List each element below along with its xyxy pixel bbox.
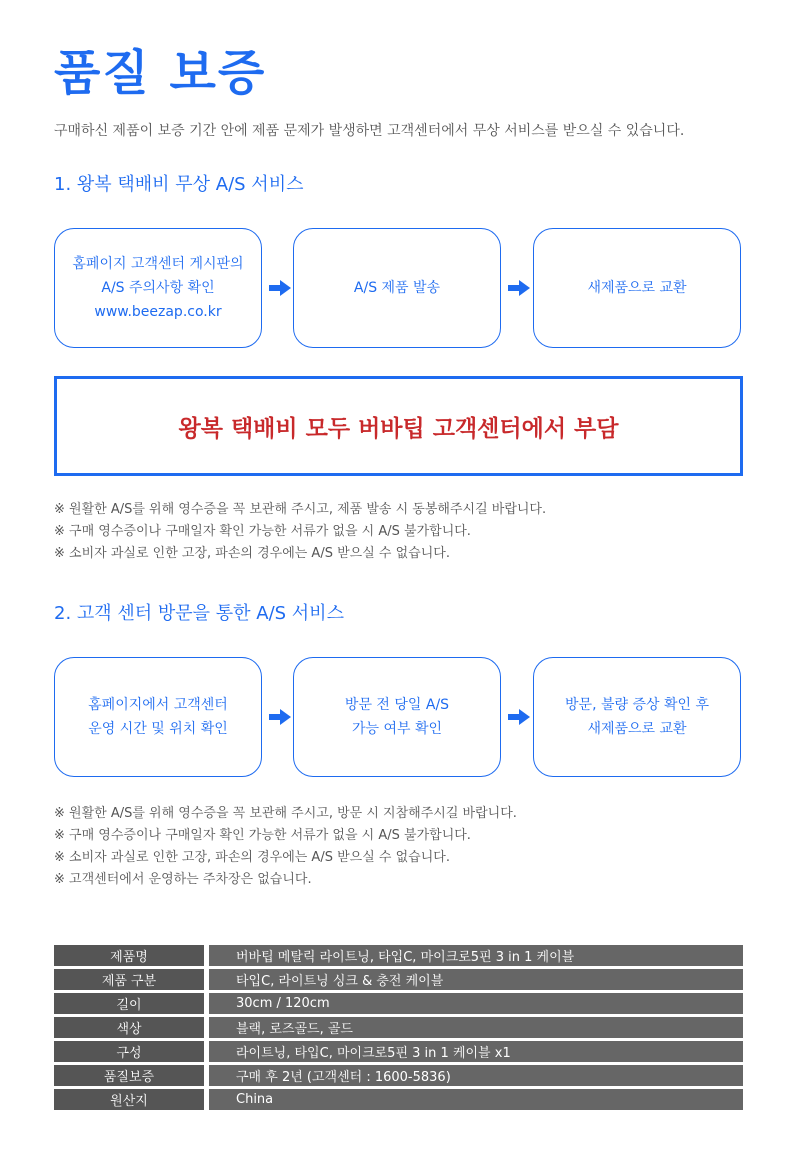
step-line: A/S 제품 발송 xyxy=(353,280,441,296)
right-arrow-icon xyxy=(269,280,291,296)
right-arrow-icon xyxy=(508,709,530,725)
table-row xyxy=(54,993,743,1014)
note-item: ※ 소비자 과실로 인한 고장, 파손의 경우에는 A/S 받으실 수 없습니다. xyxy=(54,546,450,561)
table-row xyxy=(54,945,743,966)
step-line: 새제품으로 교환 xyxy=(587,721,687,737)
section1-step-2 xyxy=(293,228,501,348)
spec-table xyxy=(54,942,743,1113)
note-item: ※ 원활한 A/S를 위해 영수증을 꼭 보관해 주시고, 제품 발송 시 동봉해주시길 바랍니다. xyxy=(54,502,547,517)
step-line: 새제품으로 교환 xyxy=(587,280,687,296)
section2-flow xyxy=(54,657,743,779)
spec-value: 라이트닝, 타입C, 마이크로5핀 3 in 1 케이블 x1 xyxy=(209,1041,743,1062)
note-item: ※ 고객센터에서 운영하는 주차장은 없습니다. xyxy=(54,872,312,887)
step-line: 가능 여부 확인 xyxy=(351,721,443,737)
step-line: 홈페이지에서 고객센터 xyxy=(88,697,228,713)
section2-step-1 xyxy=(54,657,262,777)
spec-label: 제품 구분 xyxy=(54,969,209,990)
section1-step-3 xyxy=(533,228,741,348)
note-item: ※ 원활한 A/S를 위해 영수증을 꼭 보관해 주시고, 방문 시 지참해주시길 바랍니다. xyxy=(54,806,517,821)
section2-notes xyxy=(54,803,517,891)
note-item: ※ 구매 영수증이나 구매일자 확인 가능한 서류가 없을 시 A/S 불가합니다. xyxy=(54,524,471,539)
section1-notes xyxy=(54,499,546,565)
shipping-banner: 왕복 택배비 모두 버바팁 고객센터에서 부담 xyxy=(54,376,743,476)
right-arrow-icon xyxy=(508,280,530,296)
right-arrow-icon xyxy=(269,709,291,725)
spec-label: 제품명 xyxy=(54,945,209,966)
table-row xyxy=(54,1065,743,1086)
section2-step-3 xyxy=(533,657,741,777)
spec-value: 블랙, 로즈골드, 골드 xyxy=(209,1017,743,1038)
section2-step-2 xyxy=(293,657,501,777)
spec-label: 길이 xyxy=(54,993,209,1014)
table-row xyxy=(54,1089,743,1110)
spec-value: 구매 후 2년 (고객센터 : 1600-5836) xyxy=(209,1065,743,1086)
section1-heading: 1. 왕복 택배비 무상 A/S 서비스 xyxy=(54,174,304,195)
spec-value: 타입C, 라이트닝 싱크 & 충전 케이블 xyxy=(209,969,743,990)
spec-value: 버바팁 메탈릭 라이트닝, 타입C, 마이크로5핀 3 in 1 케이블 xyxy=(209,945,743,966)
note-item: ※ 구매 영수증이나 구매일자 확인 가능한 서류가 없을 시 A/S 불가합니다. xyxy=(54,828,471,843)
intro-text: 구매하신 제품이 보증 기간 안에 제품 문제가 발생하면 고객센터에서 무상 서비스를 받으실 수 있습니다. xyxy=(54,123,685,139)
section1-step-1 xyxy=(54,228,262,348)
spec-label: 색상 xyxy=(54,1017,209,1038)
section1-flow xyxy=(54,228,743,350)
spec-label: 구성 xyxy=(54,1041,209,1062)
spec-label: 품질보증 xyxy=(54,1065,209,1086)
table-row xyxy=(54,1041,743,1062)
table-row xyxy=(54,1017,743,1038)
page-title: 품질 보증 xyxy=(54,45,267,101)
step-line: 홈페이지 고객센터 게시판의 xyxy=(72,256,244,272)
step-line: A/S 주의사항 확인 xyxy=(101,280,215,296)
spec-label: 원산지 xyxy=(54,1089,209,1110)
spec-value: China xyxy=(209,1089,743,1110)
step-line: 운영 시간 및 위치 확인 xyxy=(88,721,228,737)
table-row xyxy=(54,969,743,990)
section2-heading: 2. 고객 센터 방문을 통한 A/S 서비스 xyxy=(54,603,344,624)
step-line: www.beezap.co.kr xyxy=(94,304,222,320)
step-line: 방문 전 당일 A/S xyxy=(344,697,450,713)
step-line: 방문, 불량 증상 확인 후 xyxy=(565,697,709,713)
spec-value: 30cm / 120cm xyxy=(209,993,743,1014)
note-item: ※ 소비자 과실로 인한 고장, 파손의 경우에는 A/S 받으실 수 없습니다. xyxy=(54,850,450,865)
